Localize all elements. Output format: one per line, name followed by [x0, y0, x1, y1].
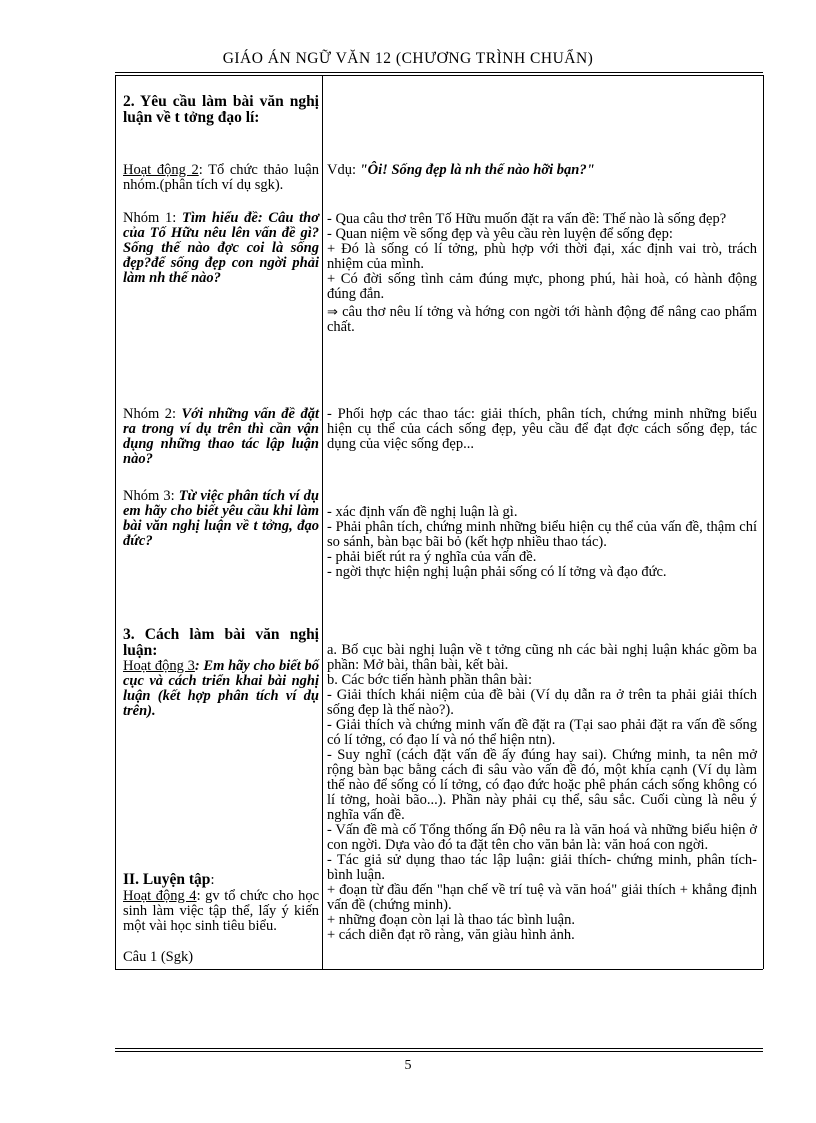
- answer-line: a. Bố cục bài nghị luận về t tởng cũng nh các bài nghị luận khác gồm ba phần: Mở bài, thân bài, kết bài.: [327, 642, 757, 673]
- example-label: Vdụ:: [327, 162, 360, 178]
- answer-text: câu thơ nêu lí tởng và hớng con ngời tới hành động để nâng cao phẩm chất.: [327, 304, 757, 335]
- lesson-table: [115, 75, 763, 965]
- page-header: GIÁO ÁN NGỮ VĂN 12 (CHƯƠNG TRÌNH CHUẨN): [222, 50, 594, 67]
- group-2: [123, 407, 319, 467]
- section-3-title: 3. Cách làm bài văn nghị luận:: [123, 626, 319, 659]
- answer-line: - phải biết rút ra ý nghĩa của vấn đề.: [327, 549, 537, 565]
- activity-2-text: : Tổ chức thảo luận nhóm.(phân tích ví dụ sgk).: [123, 162, 319, 193]
- group-1-question: Tìm hiểu đề: Câu thơ của Tố Hữu nêu lên vấn đề gì?Sống thế nào đợc coi là sống đẹp?để sống đẹp con ngời phải làm nh thế nào?: [123, 210, 320, 286]
- activity-3-question: : Em hãy cho biết bố cục và cách triển khai bài nghị luận (kết hợp phân tích ví dụ trên).: [123, 658, 319, 719]
- section-ii-label: II. Luyện tập: [123, 871, 211, 888]
- activity-4-label: Hoạt động 4: [123, 888, 197, 904]
- group-1-label: Nhóm 1:: [123, 210, 182, 226]
- answer-line: b. Các bớc tiến hành phần thân bài:: [327, 672, 532, 688]
- answer-block-2: [327, 407, 757, 452]
- footer-rule-bottom: [115, 1051, 763, 1052]
- answer-line: - Qua câu thơ trên Tố Hữu muốn đặt ra vấn đề: Thế nào là sống đẹp?: [327, 211, 727, 227]
- table-border-right: [763, 75, 764, 969]
- example-line: [327, 163, 757, 178]
- answer-line: + đoạn từ đầu đến "hạn chế về trí tuệ và văn hoá" giải thích + khẳng định vấn đề (chứng minh).: [327, 882, 757, 913]
- answer-line: - Quan niệm về sống đẹp và yêu cầu rèn luyện để sống đẹp:: [327, 226, 673, 242]
- group-3: [123, 489, 319, 549]
- group-3-label: Nhóm 3:: [123, 488, 179, 504]
- group-2-label: Nhóm 2:: [123, 406, 182, 422]
- group-1: [123, 211, 319, 286]
- answer-line: - Tác giả sử dụng thao tác lập luận: giải thích- chứng minh, phân tích- bình luận.: [327, 852, 757, 883]
- page-number: 5: [404, 1058, 412, 1073]
- implies-arrow-icon: ⇒: [327, 305, 338, 320]
- answer-line: - Giải thích khái niệm của đề bài (Ví dụ dẫn ra ở trên ta phải giải thích sống đẹp là thế nào?).: [327, 687, 757, 718]
- activity-2-label: Hoạt động 2: [123, 162, 199, 178]
- answer-line: - Suy nghĩ (cách đặt vấn đề ấy đúng hay sai). Chứng minh, ta nên mở rộng bàn bạc bằng cách đi sâu vào vấn đề đó, một khía cạnh (Ví dụ làm thế nào để sống có lí tởng, có đạo đức hoặc phê phán cách sống không có lí tởng, hoài bão...). Phần này phải cụ thể, sâu sắc. Cuối cùng là nêu ý nghĩa vấn đề.: [327, 747, 757, 823]
- activity-3: [123, 659, 319, 719]
- answer-line-arrow: [327, 305, 757, 335]
- answer-block-3: [327, 505, 757, 580]
- answer-line: + Có đời sống tình cảm đúng mực, phong phú, hài hoà, có hành động đúng đắn.: [327, 271, 757, 302]
- answer-line: + những đoạn còn lại là thao tác bình luận.: [327, 912, 575, 928]
- section-ii-colon: :: [210, 872, 215, 888]
- table-border-bottom: [115, 969, 763, 970]
- footer-rule-top: [115, 1048, 763, 1049]
- answer-line: - Giải thích và chứng minh vấn đề đặt ra (Tại sao phải đặt ra vấn đề sống có lí tởng, có đạo lí và nó thể hiện ntn).: [327, 717, 757, 748]
- answer-line: - xác định vấn đề nghị luận là gì.: [327, 504, 518, 520]
- example-quote: "Ôi! Sống đẹp là nh thế nào hỡi bạn?": [359, 162, 595, 178]
- answer-block-1: [327, 212, 757, 335]
- activity-2: [123, 163, 319, 193]
- header-rule-top: [115, 72, 763, 73]
- section-2-title: 2. Yêu cầu làm bài văn nghị luận về t tởng đạo lí:: [123, 93, 319, 126]
- activity-4-text: : gv tổ chức cho học sinh làm việc tập thể, lấy ý kiến một vài học sinh tiêu biểu.: [123, 888, 320, 934]
- answer-line: - Phải phân tích, chứng minh những biểu hiện cụ thể của vấn đề, thậm chí so sánh, bàn bạc bãi bỏ (kết hợp nhiều thao tác).: [327, 519, 757, 550]
- activity-3-label: Hoạt động 3: [123, 658, 195, 674]
- group-3-question: Từ việc phân tích ví dụ em hãy cho biết yêu cầu khi làm bài văn nghị luận về t tởng, đạo đức?: [123, 488, 319, 549]
- answer-block-4: [327, 643, 757, 943]
- answer-line: - Phối hợp các thao tác: giải thích, phân tích, chứng minh những biểu hiện cụ thể của cách sống đẹp, yêu cầu để đạt đợc cách sống đẹp, tác dụng của việc sống đẹp...: [327, 406, 757, 452]
- section-ii-title: [123, 872, 319, 888]
- activity-4: [123, 889, 319, 934]
- answer-line: + cách diễn đạt rõ ràng, văn giàu hình ảnh.: [327, 927, 575, 943]
- answer-line: - ngời thực hiện nghị luận phải sống có lí tởng và đạo đức.: [327, 564, 667, 580]
- answer-line: - Vấn đề mà cố Tổng thống ấn Độ nêu ra là văn hoá và những biểu hiện ở con ngời. Dựa vào đó ta đặt tên cho văn bản là: văn hoá con ngời.: [327, 822, 757, 853]
- group-2-question: Với những vấn đề đặt ra trong ví dụ trên thì cần vận dụng những thao tác lập luận nào?: [123, 406, 320, 467]
- exercise-1: Câu 1 (Sgk): [123, 949, 194, 965]
- answer-line: + Đó là sống có lí tởng, phù hợp với thời đại, xác định vai trò, trách nhiệm của mình.: [327, 241, 757, 272]
